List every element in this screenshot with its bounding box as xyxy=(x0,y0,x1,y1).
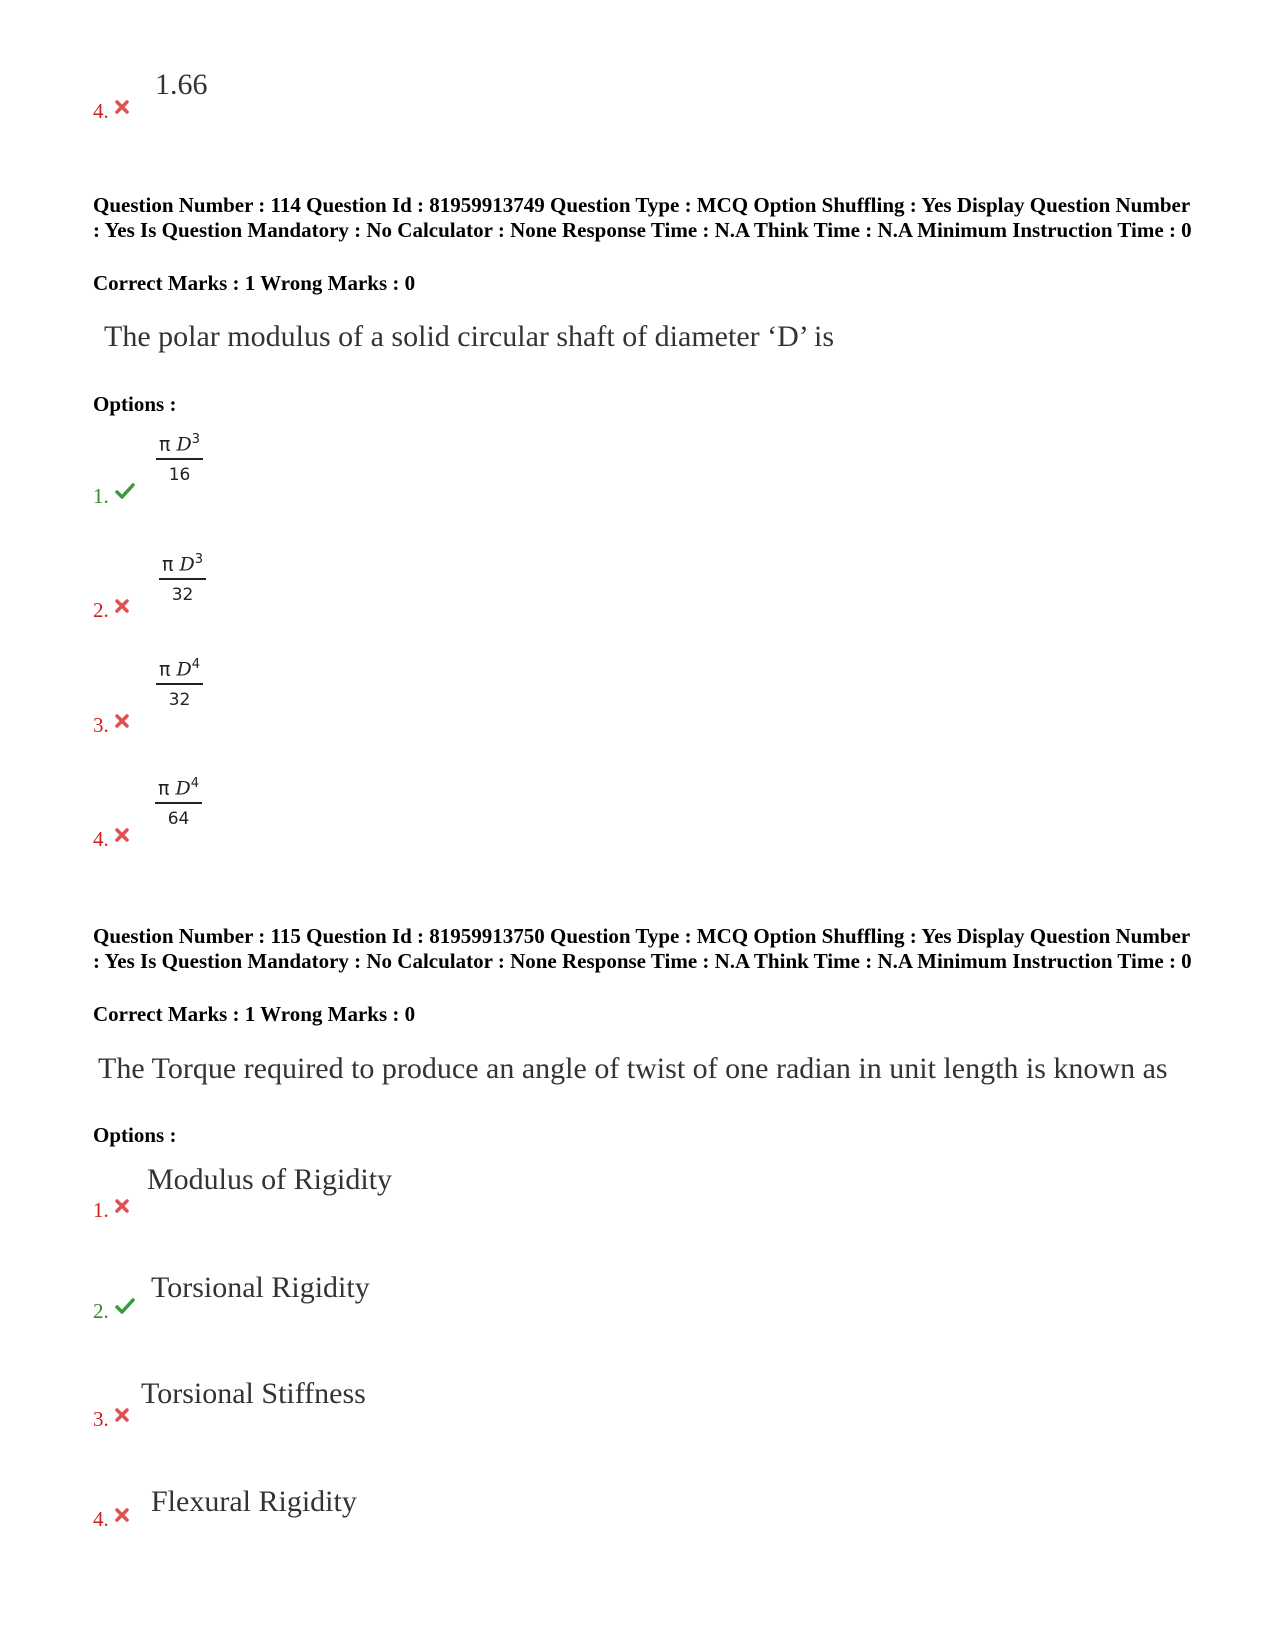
prev-option-4-text: 1.66 xyxy=(155,68,208,101)
question-115-option-3-text: Torsional Stiffness xyxy=(141,1377,366,1410)
question-114-option-1-formula xyxy=(156,432,203,485)
question-114-option-4-formula xyxy=(155,776,202,829)
cross-icon xyxy=(115,599,129,613)
question-114-option-2-number xyxy=(93,598,129,623)
pi-symbol: π xyxy=(158,777,170,800)
option-number: 1. xyxy=(93,1198,109,1222)
question-114-option-2-formula xyxy=(159,552,206,605)
option-number: 4. xyxy=(93,827,109,851)
formula-denominator: 16 xyxy=(168,465,191,486)
question-114-marks: Correct Marks : 1 Wrong Marks : 0 xyxy=(93,271,416,295)
option-number: 2. xyxy=(93,1299,109,1323)
pi-symbol: π xyxy=(159,433,171,456)
question-115-marks: Correct Marks : 1 Wrong Marks : 0 xyxy=(93,1002,416,1026)
cross-icon xyxy=(115,1408,129,1422)
formula-denominator: 32 xyxy=(168,690,191,711)
cross-icon xyxy=(115,1199,129,1213)
formula-exponent: 3 xyxy=(194,552,204,567)
question-115-option-4-text: Flexural Rigidity xyxy=(151,1485,357,1518)
question-115-option-1-text: Modulus of Rigidity xyxy=(147,1163,393,1196)
formula-denominator: 64 xyxy=(167,809,190,830)
question-114-option-4-number xyxy=(93,827,129,852)
formula-exponent: 4 xyxy=(190,776,200,791)
cross-icon xyxy=(115,714,129,728)
formula-denominator: 32 xyxy=(171,585,194,606)
question-114-options-label: Options : xyxy=(93,392,177,416)
cross-icon xyxy=(115,828,129,842)
question-115-option-4-number xyxy=(93,1507,129,1532)
formula-variable: D xyxy=(176,658,192,681)
formula-variable: D xyxy=(175,777,191,800)
question-114-option-3-number xyxy=(93,713,129,738)
pi-symbol: π xyxy=(159,658,171,681)
question-114-option-1-number xyxy=(93,483,135,509)
cross-icon xyxy=(115,100,129,114)
option-number: 2. xyxy=(93,598,109,622)
question-114-text: The polar modulus of a solid circular shaft of diameter ‘D’ is xyxy=(104,320,835,353)
question-115-text: The Torque required to produce an angle of twist of one radian in unit length is known as xyxy=(98,1052,1168,1085)
option-number: 4. xyxy=(93,99,109,123)
formula-variable: D xyxy=(176,433,192,456)
question-115-options-label: Options : xyxy=(93,1123,177,1147)
formula-variable: D xyxy=(179,553,195,576)
prev-option-4-number xyxy=(93,99,129,124)
question-115-option-3-number xyxy=(93,1407,129,1432)
option-number: 3. xyxy=(93,713,109,737)
formula-exponent: 4 xyxy=(191,657,201,672)
option-number: 1. xyxy=(93,484,109,508)
cross-icon xyxy=(115,1508,129,1522)
pi-symbol: π xyxy=(162,553,174,576)
formula-exponent: 3 xyxy=(191,432,201,447)
question-114-option-3-formula xyxy=(156,657,203,710)
option-number: 3. xyxy=(93,1407,109,1431)
question-115-option-1-number xyxy=(93,1198,129,1223)
question-115-option-2-number xyxy=(93,1298,135,1324)
option-number: 4. xyxy=(93,1507,109,1531)
check-icon xyxy=(115,483,135,499)
question-114-meta: Question Number : 114 Question Id : 81959913749 Question Type : MCQ Option Shuffling : Yes Display Question Number : Yes Is Question Mandatory : No Calculator : None Response Time : N.A Think Time : N.A Minimum Instruction Time : 0 xyxy=(93,193,1192,242)
check-icon xyxy=(115,1298,135,1314)
question-115-meta: Question Number : 115 Question Id : 81959913750 Question Type : MCQ Option Shuffling : Yes Display Question Number : Yes Is Question Mandatory : No Calculator : None Response Time : N.A Think Time : N.A Minimum Instruction Time : 0 xyxy=(93,924,1192,973)
question-115-option-2-text: Torsional Rigidity xyxy=(151,1271,370,1304)
